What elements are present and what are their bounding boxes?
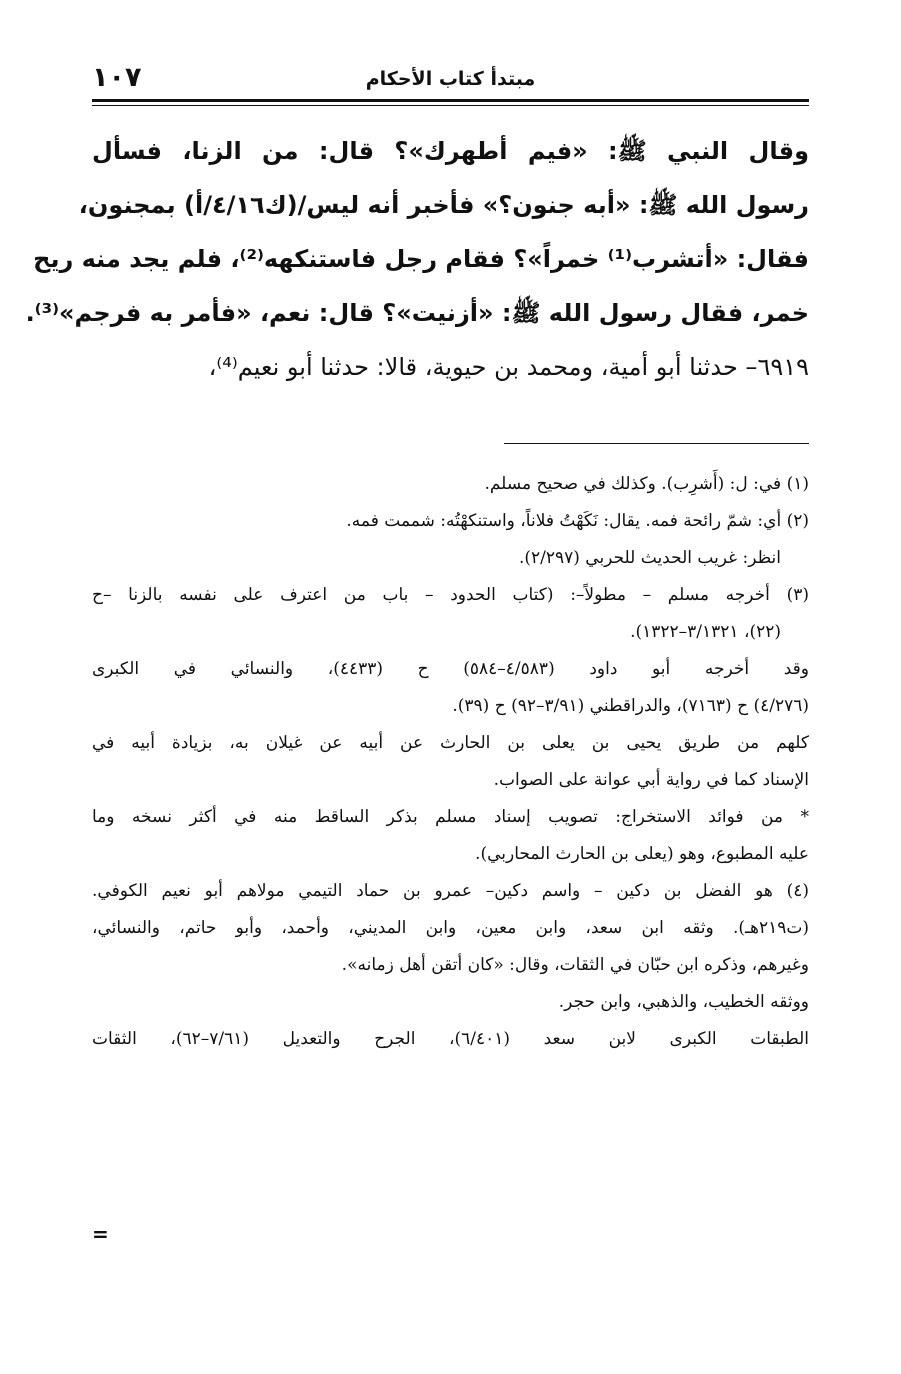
- footnote-3-continuation: عليه المطبوع، وهو (يعلى بن الحارث المحاربي).: [475, 844, 809, 864]
- footnote-3-continuation: وقد أخرجه أبو داود (٤/٥٨٣–٥٨٤) ح (٤٤٣٣)، والنسائي في الكبرى: [92, 659, 809, 679]
- header-rule-thick: [92, 99, 809, 102]
- footnote-3: (٣) أخرجه مسلم – مطولاً–: (كتاب الحدود – باب من اعترف على نفسه بالزنا –ح: [92, 585, 809, 605]
- footnote-3-continuation: الإسناد كما في رواية أبي عوانة على الصواب.: [493, 770, 809, 790]
- footnote-1: (١) في: ل: (أَشرِب). وكذلك في صحيح مسلم.: [484, 474, 809, 494]
- footnote-4-continuation: وغيرهم، وذكره ابن حبّان في الثقات، وقال: «كان أتقن أهل زمانه».: [341, 955, 809, 975]
- footnote-3-continuation: (٤/٢٧٦) ح (٧١٦٣)، والدراقطني (٣/٩١–٩٢) ح (٣٩).: [452, 696, 809, 716]
- header-rule-thin: [92, 105, 809, 106]
- main-text-line: خمر، فقال رسول الله ﷺ: «أزنيت»؟ قال: نعم، «فأمر به فرجم»⁽³⁾.: [25, 299, 809, 327]
- hadith-chain-line: ٦٩١٩– حدثنا أبو أمية، ومحمد بن حيوية، قالا: حدثنا أبو نعيم⁽⁴⁾،: [208, 353, 809, 381]
- footnote-3-continuation: (٢٢)، ٣/١٣٢١–١٣٢٢).: [630, 622, 781, 642]
- footnote-2-continuation: انظر: غريب الحديث للحربي (٢/٢٩٧).: [518, 548, 781, 568]
- footnote-3-continuation: * من فوائد الاستخراج: تصويب إسناد مسلم بذكر الساقط منه في أكثر نسخه وما: [92, 807, 809, 827]
- footnote-4-continuation: (ت٢١٩هـ). وثقه ابن سعد، وابن معين، وابن المديني، وأحمد، وأبو حاتم، والنسائي،: [92, 918, 809, 938]
- footnote-3-continuation: كلهم من طريق يحيى بن يعلى بن الحارث عن أبيه عن غيلان به، بزيادة أبيه في: [92, 733, 809, 753]
- page-number: ١٠٧: [92, 62, 142, 93]
- main-text: [25, 124, 809, 394]
- main-text-line: رسول الله ﷺ: «أبه جنون؟» فأخبر أنه ليس/(ك٤/١٦/أ) بمجنون،: [78, 191, 809, 219]
- footnote-4-continuation: ووثقه الخطيب، والذهبي، وابن حجر.: [558, 992, 809, 1012]
- page-header: [92, 60, 809, 100]
- running-title: مبتدأ كتاب الأحكام: [365, 68, 536, 90]
- main-text-line: فقال: «أتشرب⁽¹⁾ خمراً»؟ فقام رجل فاستنكهه⁽²⁾، فلم يجد منه ريح: [33, 245, 809, 273]
- footnote-2: (٢) أي: شمّ رائحة فمه. يقال: نَكَهْتُ فلاناً، واستنكهْتُه: شممت فمه.: [346, 511, 809, 531]
- continuation-mark: =: [92, 1222, 109, 1246]
- main-text-line: وقال النبي ﷺ: «فيم أطهرك»؟ قال: من الزنا، فسأل: [92, 137, 809, 165]
- footnote-separator: [504, 443, 809, 444]
- footnote-4-continuation: الطبقات الكبرى لابن سعد (٦/٤٠١)، الجرح والتعديل (٧/٦١–٦٢)، الثقات: [92, 1029, 809, 1049]
- footnotes: [92, 466, 809, 1058]
- footnote-4: (٤) هو الفضل بن دكين – واسم دكين– عمرو بن حماد التيمي مولاهم أبو نعيم الكوفي.: [92, 881, 809, 901]
